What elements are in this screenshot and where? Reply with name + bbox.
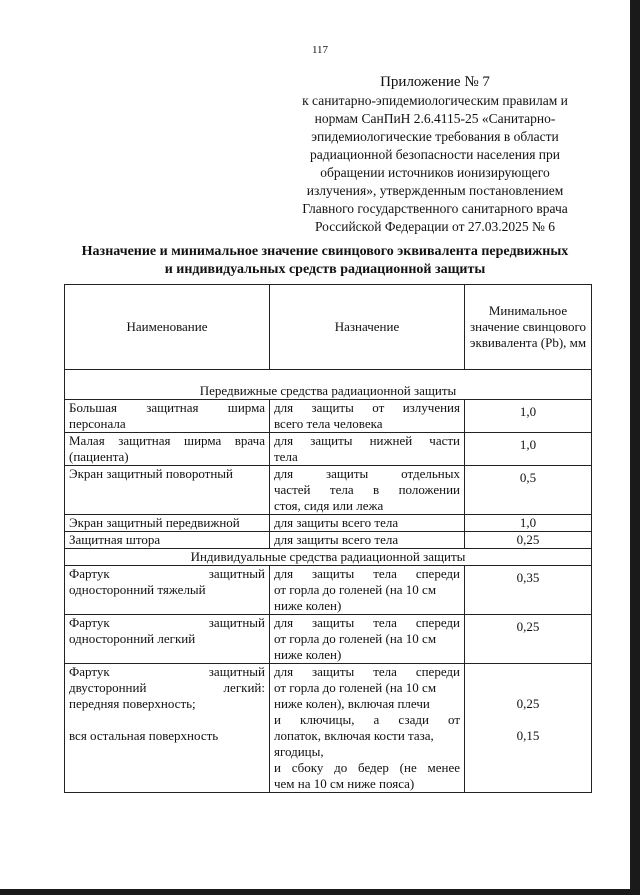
table-row bbox=[65, 433, 592, 466]
cell-text: стоя, сидя или лежа bbox=[274, 498, 384, 513]
cell-text: односторонний тяжелый bbox=[69, 582, 206, 597]
appendix-line: Приложение № 7 bbox=[380, 74, 490, 90]
table-row bbox=[65, 400, 592, 433]
cell-text: для защиты тела спереди bbox=[274, 615, 460, 630]
cell-text: от горла до голеней (на 10 см bbox=[274, 631, 437, 646]
cell-text: двусторонний легкий: bbox=[69, 680, 265, 695]
table-row bbox=[65, 515, 592, 532]
cell-text: для защиты всего тела bbox=[270, 515, 465, 532]
cell-value: 0,25 bbox=[465, 532, 592, 549]
appendix-line: к санитарно-эпидемиологическим правилам и bbox=[302, 93, 568, 108]
table-row bbox=[65, 466, 592, 515]
table-row bbox=[65, 664, 592, 793]
table-row bbox=[65, 532, 592, 549]
appendix-line: нормам СанПиН 2.6.4115-25 «Санитарно- bbox=[314, 111, 556, 126]
cell-text: всего тела человека bbox=[274, 416, 383, 431]
cell-text: Малая защитная ширма врача bbox=[69, 433, 265, 448]
cell-value: 0,15 bbox=[516, 728, 540, 743]
cell-text: для защиты тела спереди bbox=[274, 566, 460, 581]
cell-text: Фартук защитный bbox=[69, 615, 265, 630]
section-mobile: Передвижные средства радиационной защиты bbox=[65, 370, 592, 400]
appendix-line: обращении источников ионизирующего bbox=[320, 165, 550, 180]
cell-text: Защитная штора bbox=[65, 532, 270, 549]
cell-value: 0,35 bbox=[516, 570, 540, 585]
table-header-row bbox=[65, 285, 592, 370]
cell-text: для защиты отдельных bbox=[274, 466, 460, 481]
cell-value: 1,0 bbox=[519, 437, 537, 452]
appendix-line: излучения», утвержденным постановлением bbox=[306, 183, 564, 198]
cell-value: 1,0 bbox=[465, 515, 592, 532]
appendix-line: Российской Федерации от 27.03.2025 № 6 bbox=[314, 219, 555, 234]
cell-value: 0,25 bbox=[516, 696, 540, 711]
cell-text: Экран защитный передвижной bbox=[65, 515, 270, 532]
cell-text: от горла до голеней (на 10 см bbox=[274, 582, 437, 597]
cell-text: от горла до голеней (на 10 см bbox=[274, 680, 437, 695]
table-row bbox=[65, 566, 592, 615]
cell-text: частей тела в положении bbox=[274, 482, 460, 497]
shielding-table bbox=[64, 284, 592, 793]
header-name: Наименование bbox=[65, 285, 270, 370]
cell-text: передняя поверхность; bbox=[69, 696, 196, 711]
cell-text: для защиты тела спереди bbox=[274, 664, 460, 679]
cell-text: чем на 10 см ниже пояса) bbox=[274, 776, 415, 791]
cell-text: лопаток, включая кости таза, bbox=[274, 728, 434, 743]
appendix-line: эпидемиологические требования в области bbox=[311, 129, 559, 144]
section-row bbox=[65, 549, 592, 566]
cell-text: Фартук защитный bbox=[69, 566, 265, 581]
scan-edge-bottom bbox=[0, 889, 640, 895]
cell-text: для защиты всего тела bbox=[270, 532, 465, 549]
page-number: 117 bbox=[311, 44, 329, 56]
cell-value: 0,5 bbox=[519, 470, 537, 485]
header-purpose: Назначение bbox=[270, 285, 465, 370]
cell-value: 1,0 bbox=[519, 404, 537, 419]
title-line: и индивидуальных средств радиационной защиты bbox=[164, 262, 486, 277]
scan-edge-right bbox=[630, 0, 640, 895]
cell-text: тела bbox=[274, 449, 298, 464]
cell-text: ниже колен), включая плечи bbox=[274, 696, 430, 711]
cell-text: односторонний легкий bbox=[69, 631, 196, 646]
table-row bbox=[65, 615, 592, 664]
section-row bbox=[65, 370, 592, 400]
cell-text: и сбоку до бедер (не менее bbox=[274, 760, 460, 775]
cell-text: ниже колен) bbox=[274, 598, 342, 613]
appendix-line: Главного государственного санитарного врача bbox=[302, 201, 568, 216]
cell-text: ниже колен) bbox=[274, 647, 342, 662]
cell-text: Большая защитная ширма bbox=[69, 400, 265, 415]
appendix-line: радиационной безопасности населения при bbox=[309, 147, 560, 162]
cell-value: 0,25 bbox=[516, 619, 540, 634]
cell-text: ягодицы, bbox=[274, 744, 324, 759]
cell-text: для защиты нижней части bbox=[274, 433, 460, 448]
document-title bbox=[60, 243, 590, 279]
cell-text: персонала bbox=[69, 416, 126, 431]
cell-text: Фартук защитный bbox=[69, 664, 265, 679]
cell-text: для защиты от излучения bbox=[274, 400, 460, 415]
cell-text: Экран защитный поворотный bbox=[69, 466, 233, 481]
header-min-value: Минимальное значение свинцового эквивалента (Pb), мм bbox=[465, 285, 592, 370]
appendix-note bbox=[270, 72, 600, 236]
title-line: Назначение и минимальное значение свинцового эквивалента передвижных bbox=[81, 244, 569, 259]
cell-text: (пациента) bbox=[69, 449, 129, 464]
cell-text: и ключицы, а сзади от bbox=[274, 712, 460, 727]
section-individual: Индивидуальные средства радиационной защиты bbox=[65, 549, 592, 566]
cell-text: вся остальная поверхность bbox=[69, 728, 219, 743]
